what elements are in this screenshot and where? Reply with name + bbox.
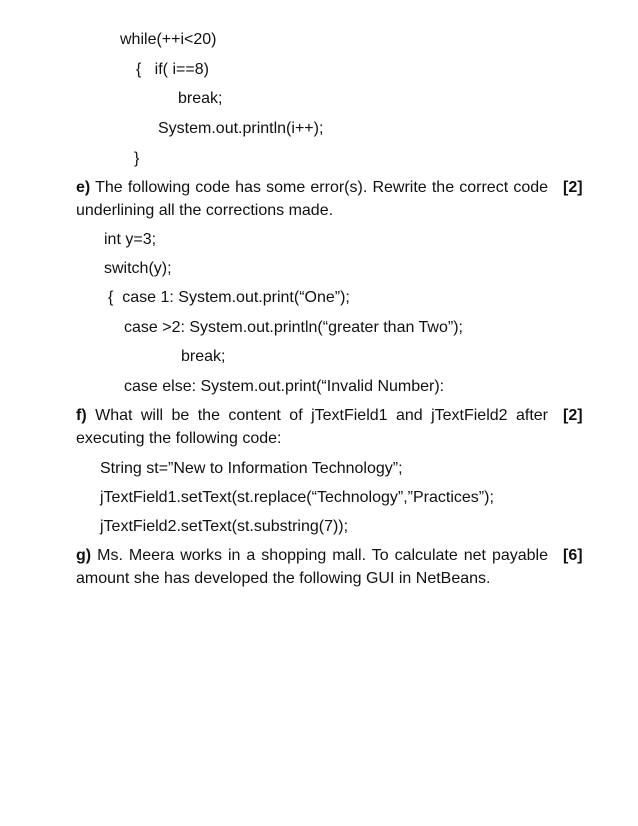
code-line-println: System.out.println(i++);	[158, 120, 324, 137]
code-e-line-1: int y=3;	[104, 231, 157, 248]
code-e-line-3: { case 1: System.out.print(“One”);	[108, 289, 350, 306]
question-e-label: e)	[76, 179, 91, 196]
code-f-line-1: String st=”New to Information Technology”;	[100, 460, 403, 477]
question-f-marks: [2]	[563, 407, 583, 424]
question-f-text: What will be the content of jTextField1 and jTextField2 after executing the following code:	[76, 407, 548, 447]
code-e-line-4: case >2: System.out.println(“greater than Two”);	[124, 319, 463, 336]
question-e	[76, 176, 548, 222]
question-g-text: Ms. Meera works in a shopping mall. To calculate net payable amount she has developed the following GUI in NetBeans.	[76, 547, 549, 587]
code-f-line-3: jTextField2.setText(st.substring(7));	[100, 518, 349, 535]
question-g-marks: [6]	[563, 547, 583, 564]
question-f-label: f)	[76, 407, 87, 424]
code-e-line-6: case else: System.out.print(“Invalid Number):	[124, 378, 445, 395]
code-line-break: break;	[178, 90, 223, 107]
code-f-line-2: jTextField1.setText(st.replace(“Technology”,”Practices”);	[100, 489, 494, 506]
code-e-line-5: break;	[181, 348, 226, 365]
question-e-text: The following code has some error(s). Rewrite the correct code underlining all the corrections made.	[76, 179, 549, 219]
question-g	[76, 544, 548, 590]
question-f	[76, 404, 548, 450]
code-line-while: while(++i<20)	[120, 31, 217, 48]
code-line-close-brace: }	[134, 150, 140, 167]
question-e-marks: [2]	[563, 179, 583, 196]
code-line-if: { if( i==8)	[136, 61, 209, 78]
question-g-label: g)	[76, 547, 92, 564]
code-e-line-2: switch(y);	[104, 260, 172, 277]
